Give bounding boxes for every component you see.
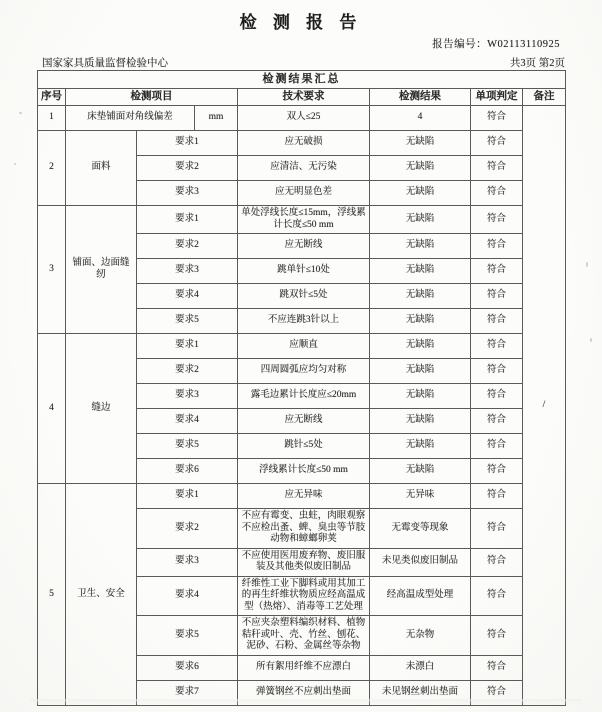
verdict-cell: 符合: [471, 384, 523, 409]
table-summary-title: 检测结果汇总: [38, 71, 566, 89]
requirement-label-cell: 要求3: [137, 384, 238, 409]
table-header-row: [38, 89, 566, 106]
report-number-value: W02113110925: [487, 39, 560, 50]
requirement-label-cell: 要求1: [137, 131, 238, 156]
row-index-cell: 2: [38, 131, 66, 206]
verdict-cell: 符合: [471, 206, 523, 234]
verdict-cell: 符合: [471, 409, 523, 434]
result-cell: 无缺陷: [370, 409, 471, 434]
tech-requirement-cell: 应无异味: [238, 484, 370, 509]
verdict-cell: 符合: [471, 484, 523, 509]
verdict-cell: 符合: [471, 680, 523, 705]
scan-noise-speck: [586, 262, 588, 267]
result-cell: 无缺陷: [370, 206, 471, 234]
tech-requirement-cell: 应无破损: [238, 131, 370, 156]
verdict-cell: 符合: [471, 576, 523, 616]
tech-requirement-cell: 不应有霉变、虫蛀，肉眼观察不应检出蚤、蜱、臭虫等节肢动物和蟑螂卵荚: [238, 509, 370, 549]
requirement-label-cell: 要求1: [137, 334, 238, 359]
result-cell: 无缺陷: [370, 284, 471, 309]
category-cell: 卫生、安全: [66, 484, 137, 706]
requirement-label-cell: 要求4: [137, 284, 238, 309]
row-index-cell: 4: [38, 334, 66, 484]
verdict-cell: 符合: [471, 434, 523, 459]
verdict-cell: 符合: [471, 309, 523, 334]
col-header-remark: 备注: [523, 89, 566, 106]
tech-requirement-cell: 四周圆弧应均匀对称: [238, 359, 370, 384]
result-cell: 无霉变等现象: [370, 509, 471, 549]
result-cell: 无异味: [370, 484, 471, 509]
result-cell: 无缺陷: [370, 434, 471, 459]
table-row: [38, 206, 566, 234]
requirement-label-cell: 要求1: [137, 206, 238, 234]
scan-noise-speck: [19, 112, 22, 114]
requirement-label-cell: 要求3: [137, 259, 238, 284]
tech-requirement-cell: 应顺直: [238, 334, 370, 359]
tech-requirement-cell: 跳针≤5处: [238, 434, 370, 459]
requirement-label-cell: 要求5: [137, 616, 238, 656]
verdict-cell: 符合: [471, 284, 523, 309]
table-row: [38, 106, 566, 131]
tech-requirement-cell: 露毛边累计长度应≤20mm: [238, 384, 370, 409]
result-cell: 无缺陷: [370, 334, 471, 359]
category-cell: 铺面、边面缝纫: [66, 206, 137, 334]
verdict-cell: 符合: [471, 509, 523, 549]
table-row: [38, 484, 566, 509]
page-title: 检 测 报 告: [239, 13, 363, 32]
result-cell: 无缺陷: [370, 309, 471, 334]
tech-requirement-cell: 应无断线: [238, 234, 370, 259]
results-table: [37, 70, 566, 706]
scan-edge-shade: [30, 699, 582, 705]
verdict-cell: 符合: [471, 459, 523, 484]
item-name-cell: 床垫铺面对角线偏差: [66, 106, 195, 131]
tech-requirement-cell: 跳双针≤5处: [238, 284, 370, 309]
tech-requirement-cell: 纤维性工业下脚料或用其加工的再生纤维状物质应经高温成型（热熔）、消毒等工艺处理: [238, 576, 370, 616]
requirement-label-cell: 要求4: [137, 409, 238, 434]
organization-name: 国家家具质量监督检验中心: [42, 58, 168, 69]
requirement-label-cell: 要求5: [137, 434, 238, 459]
result-cell: 无缺陷: [370, 459, 471, 484]
scan-noise-speck: [590, 338, 592, 342]
result-cell: 无缺陷: [370, 131, 471, 156]
table-row: [38, 131, 566, 156]
tech-requirement-cell: 跳单针≤10处: [238, 259, 370, 284]
table-row: [38, 334, 566, 359]
requirement-label-cell: 要求2: [137, 359, 238, 384]
tech-requirement-cell: 应无断线: [238, 409, 370, 434]
requirement-label-cell: 要求3: [137, 181, 238, 206]
tech-requirement-cell: 不应使用医用废弃物、废旧服装及其他类似废旧制品: [238, 548, 370, 576]
verdict-cell: 符合: [471, 359, 523, 384]
verdict-cell: 符合: [471, 334, 523, 359]
result-cell: 无缺陷: [370, 234, 471, 259]
verdict-cell: 符合: [471, 106, 523, 131]
tech-requirement-cell: 弹簧钢丝不应刺出垫面: [238, 680, 370, 705]
row-index-cell: 1: [38, 106, 66, 131]
row-index-cell: 3: [38, 206, 66, 334]
col-header-item: 检测项目: [66, 89, 238, 106]
requirement-label-cell: 要求1: [137, 484, 238, 509]
verdict-cell: 符合: [471, 156, 523, 181]
report-number-line: [432, 36, 560, 51]
requirement-label-cell: 要求3: [137, 548, 238, 576]
verdict-cell: 符合: [471, 548, 523, 576]
requirement-label-cell: 要求2: [137, 156, 238, 181]
result-cell: 经高温成型处理: [370, 576, 471, 616]
category-cell: 缝边: [66, 334, 137, 484]
result-cell: 未见钢丝刺出垫面: [370, 680, 471, 705]
verdict-cell: 符合: [471, 616, 523, 656]
tech-requirement-cell: 应清洁、无污染: [238, 156, 370, 181]
tech-requirement-cell: 所有絮用纤维不应漂白: [238, 655, 370, 680]
col-header-tech: 技术要求: [238, 89, 370, 106]
unit-cell: mm: [195, 106, 238, 131]
report-number-label: 报告编号：: [432, 39, 488, 50]
verdict-cell: 符合: [471, 655, 523, 680]
col-header-verdict: 单项判定: [471, 89, 523, 106]
tech-requirement-cell: 应无明显色差: [238, 181, 370, 206]
requirement-label-cell: 要求4: [137, 576, 238, 616]
tech-requirement-cell: 单处浮线长度≤15mm，浮线累计长度≤50 mm: [238, 206, 370, 234]
verdict-cell: 符合: [471, 234, 523, 259]
tech-requirement-cell: 浮线累计长度≤50 mm: [238, 459, 370, 484]
verdict-cell: 符合: [471, 259, 523, 284]
category-cell: 面料: [66, 131, 137, 206]
result-cell: 无缺陷: [370, 384, 471, 409]
requirement-label-cell: 要求6: [137, 459, 238, 484]
requirement-label-cell: 要求2: [137, 234, 238, 259]
col-header-index: 序号: [38, 89, 66, 106]
result-cell: 无缺陷: [370, 181, 471, 206]
requirement-label-cell: 要求7: [137, 680, 238, 705]
tech-requirement-cell: 不应夹杂塑料编织材料、植物秸秆或叶、壳、竹丝、刨花、泥砂、石粉、金属丝等杂物: [238, 616, 370, 656]
verdict-cell: 符合: [471, 131, 523, 156]
result-cell: 未漂白: [370, 655, 471, 680]
requirement-label-cell: 要求6: [137, 655, 238, 680]
result-cell: 未见类似废旧制品: [370, 548, 471, 576]
page-count-indicator: 共3页 第2页: [509, 58, 565, 69]
result-cell: 无杂物: [370, 616, 471, 656]
result-cell: 无缺陷: [370, 259, 471, 284]
row-index-cell: 5: [38, 484, 66, 706]
table-summary-title-row: [38, 71, 566, 89]
tech-requirement-cell: 不应连跳3针以上: [238, 309, 370, 334]
scan-noise-speck: [14, 163, 16, 165]
requirement-label-cell: 要求5: [137, 309, 238, 334]
col-header-result: 检测结果: [370, 89, 471, 106]
result-cell: 无缺陷: [370, 359, 471, 384]
requirement-label-cell: 要求2: [137, 509, 238, 549]
result-cell: 无缺陷: [370, 156, 471, 181]
verdict-cell: 符合: [471, 181, 523, 206]
results-table-body: [38, 106, 566, 706]
tech-requirement-cell: 双人≤25: [238, 106, 370, 131]
result-cell: 4: [370, 106, 471, 131]
remark-cell: /: [523, 106, 566, 706]
